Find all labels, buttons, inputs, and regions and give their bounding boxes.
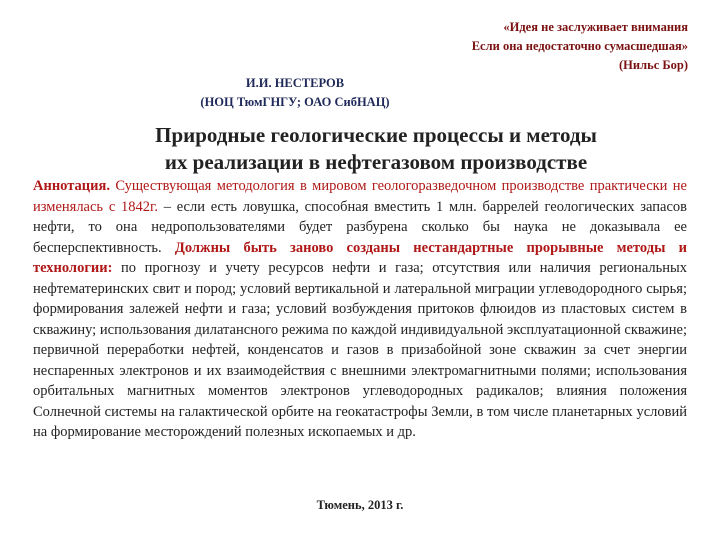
footer-city-year: Тюмень, 2013 г. xyxy=(316,498,404,512)
abstract-part-2: – если есть ловушка, способная вместить 1 млн. баррелей геологических запасов нефти, то она недропользователями будет разбурена сколько бы наука не доказывала ее бесперспективность. xyxy=(33,198,687,256)
abstract-paragraph xyxy=(33,176,687,443)
abstract-red-part: Существующая методология в мировом геологоразведочном производстве практически не изменялась с 1842г. xyxy=(33,178,687,215)
author-block xyxy=(0,74,590,112)
abstract-red-bold: Должны быть заново созданы нестандартные прорывные методы и технологии: xyxy=(33,239,687,276)
abstract-label: Аннотация. xyxy=(33,178,110,194)
epigraph-attribution: (Нильс Бор) xyxy=(618,58,688,72)
author-affiliation: (НОЦ ТюмГНГУ; ОАО СибНАЦ) xyxy=(200,95,390,109)
epigraph-line-1: «Идея не заслуживает внимания xyxy=(503,20,688,34)
document-title xyxy=(96,122,656,176)
epigraph xyxy=(472,18,688,75)
epigraph-line-2: Если она недостаточно сумасшедшая» xyxy=(471,39,688,53)
title-line-2: их реализации в нефтегазовом производстве xyxy=(164,150,588,174)
author-name: И.И. НЕСТЕРОВ xyxy=(245,76,345,90)
title-line-1: Природные геологические процессы и методы xyxy=(155,123,597,147)
abstract-part-3: по прогнозу и учету ресурсов нефти и газа; отсутствия или наличия региональных нефтематеринских свит и пород; условий вертикальной и латеральной миграции углеводородного сырья; формирования залежей нефти и газа; условий возбуждения притоков флюидов из пластовых систем в скважину; использования дилатансного режима по каждой индивидуальной эксплуатационной скважине; первичной переработки нефтей, конденсатов и газов в призабойной зоне скважин за счет энергии неспаренных электронов и их взаимодействия с внешними электромагнитными полями; использования орбитальных магнитных моментов электронов углеводородных радикалов; влияния положения Солнечной системы на галактической орбите на геокатастрофы Земли, в том числе планетарных условий на формирование месторождений полезных ископаемых и др. xyxy=(33,260,687,440)
